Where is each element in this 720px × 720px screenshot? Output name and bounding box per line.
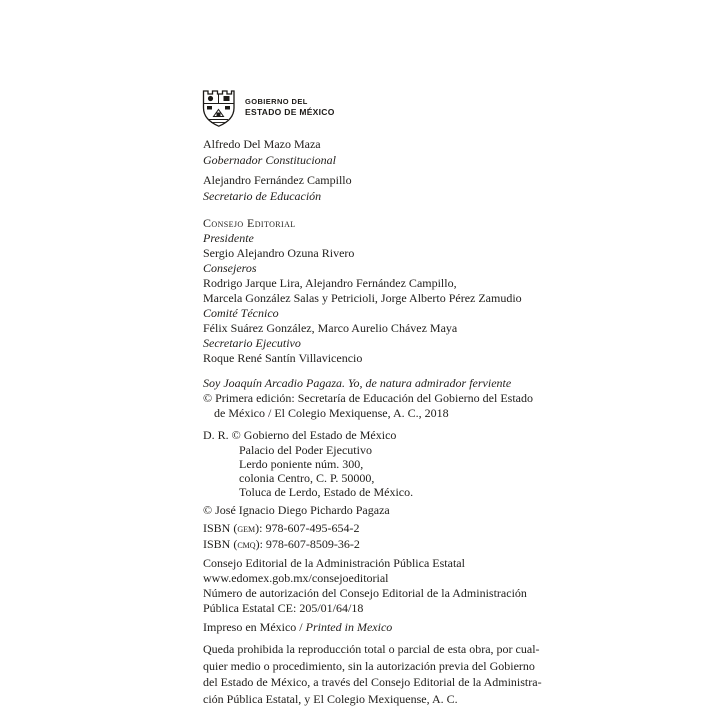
isbn-cmq xyxy=(203,537,535,553)
consejeros-names-line1: Rodrigo Jarque Lira, Alejandro Fernández Campillo, xyxy=(203,276,457,290)
editorial-council-name: Consejo Editorial de la Administración Pública Estatal xyxy=(203,556,465,570)
authorization-line1: Número de autorización del Consejo Editorial de la Administración xyxy=(203,586,527,600)
authorization-line2: Pública Estatal CE: 205/01/64/18 xyxy=(203,601,364,615)
government-logo xyxy=(200,88,535,129)
secretary-name: Alejandro Fernández Campillo xyxy=(203,173,352,187)
isbn-section xyxy=(203,521,535,552)
isbn-gem-number: ): 978-607-495-654-2 xyxy=(255,521,360,535)
governor-name: Alfredo Del Mazo Maza xyxy=(203,137,321,151)
logo-line-estado: ESTADO DE MÉXICO xyxy=(245,107,335,117)
logo-line-gobierno: GOBIERNO DEL xyxy=(245,97,308,106)
editorial-board-heading: Consejo Editorial xyxy=(203,216,296,230)
editorial-board-section xyxy=(203,216,535,366)
role-secretario-ejecutivo: Secretario Ejecutivo xyxy=(203,336,301,350)
legal-line1: Queda prohibida la reproducción total o parcial de esta obra, por cual- xyxy=(203,642,540,656)
address-line3: colonia Centro, C. P. 50000, xyxy=(239,471,375,485)
editorial-info-section xyxy=(203,556,535,616)
isbn-gem-prefix: ISBN ( xyxy=(203,521,238,535)
editorial-council-url: www.edomex.gob.mx/consejoeditorial xyxy=(203,571,389,585)
address-line1: Palacio del Poder Ejecutivo xyxy=(239,443,372,457)
work-title: Soy Joaquín Arcadio Pagaza. Yo, de natura admirador ferviente xyxy=(203,376,512,390)
isbn-cmq-number: ): 978-607-8509-36-2 xyxy=(255,536,360,551)
official-governor xyxy=(203,136,535,168)
logo-wordmark xyxy=(245,88,335,117)
official-secretary xyxy=(203,172,535,204)
rights-section xyxy=(203,428,535,499)
role-consejeros: Consejeros xyxy=(203,261,257,275)
author-copyright: © José Ignacio Diego Pichardo Pagaza xyxy=(203,503,390,517)
printed-in-mexico xyxy=(203,620,535,635)
role-presidente: Presidente xyxy=(203,231,254,245)
address-line2: Lerdo poniente núm. 300, xyxy=(239,457,364,471)
address-line4: Toluca de Lerdo, Estado de México. xyxy=(239,485,414,499)
first-edition-line2: de México / El Colegio Mexiquense, A. C., 2018 xyxy=(214,406,449,420)
page-content xyxy=(203,88,542,707)
presidente-name: Sergio Alejandro Ozuna Rivero xyxy=(203,246,355,260)
rights-holder: D. R. © Gobierno del Estado de México xyxy=(203,428,397,442)
isbn-cmq-prefix: ISBN ( xyxy=(203,536,238,551)
legal-notice xyxy=(203,641,542,707)
officials-section xyxy=(203,136,535,204)
isbn-cmq-acronym: cmq xyxy=(237,536,256,551)
legal-line3: del Estado de México, a través del Consejo Editorial de la Administra- xyxy=(203,675,542,689)
consejeros-names-line2: Marcela González Salas y Petricioli, Jorge Alberto Pérez Zamudio xyxy=(203,291,522,305)
governor-title: Gobernador Constitucional xyxy=(203,153,337,167)
secretary-title: Secretario de Educación xyxy=(203,189,322,203)
printed-en: Printed in Mexico xyxy=(305,620,393,634)
printed-es: Impreso en México / xyxy=(203,620,306,634)
isbn-gem-acronym: gem xyxy=(237,521,256,535)
estado-de-mexico-coat-of-arms-icon xyxy=(200,88,237,129)
legal-line4: ción Pública Estatal, y El Colegio Mexiquense, A. C. xyxy=(203,691,458,706)
first-edition-line1: © Primera edición: Secretaría de Educación del Gobierno del Estado xyxy=(203,391,533,405)
edition-section xyxy=(203,376,535,421)
comite-tecnico-names: Félix Suárez González, Marco Aurelio Chávez Maya xyxy=(203,321,458,335)
isbn-gem xyxy=(203,521,535,537)
role-comite-tecnico: Comité Técnico xyxy=(203,306,279,320)
secretario-ejecutivo-name: Roque René Santín Villavicencio xyxy=(203,351,363,365)
legal-line2: quier medio o procedimiento, sin la autorización previa del Gobierno xyxy=(203,658,535,673)
